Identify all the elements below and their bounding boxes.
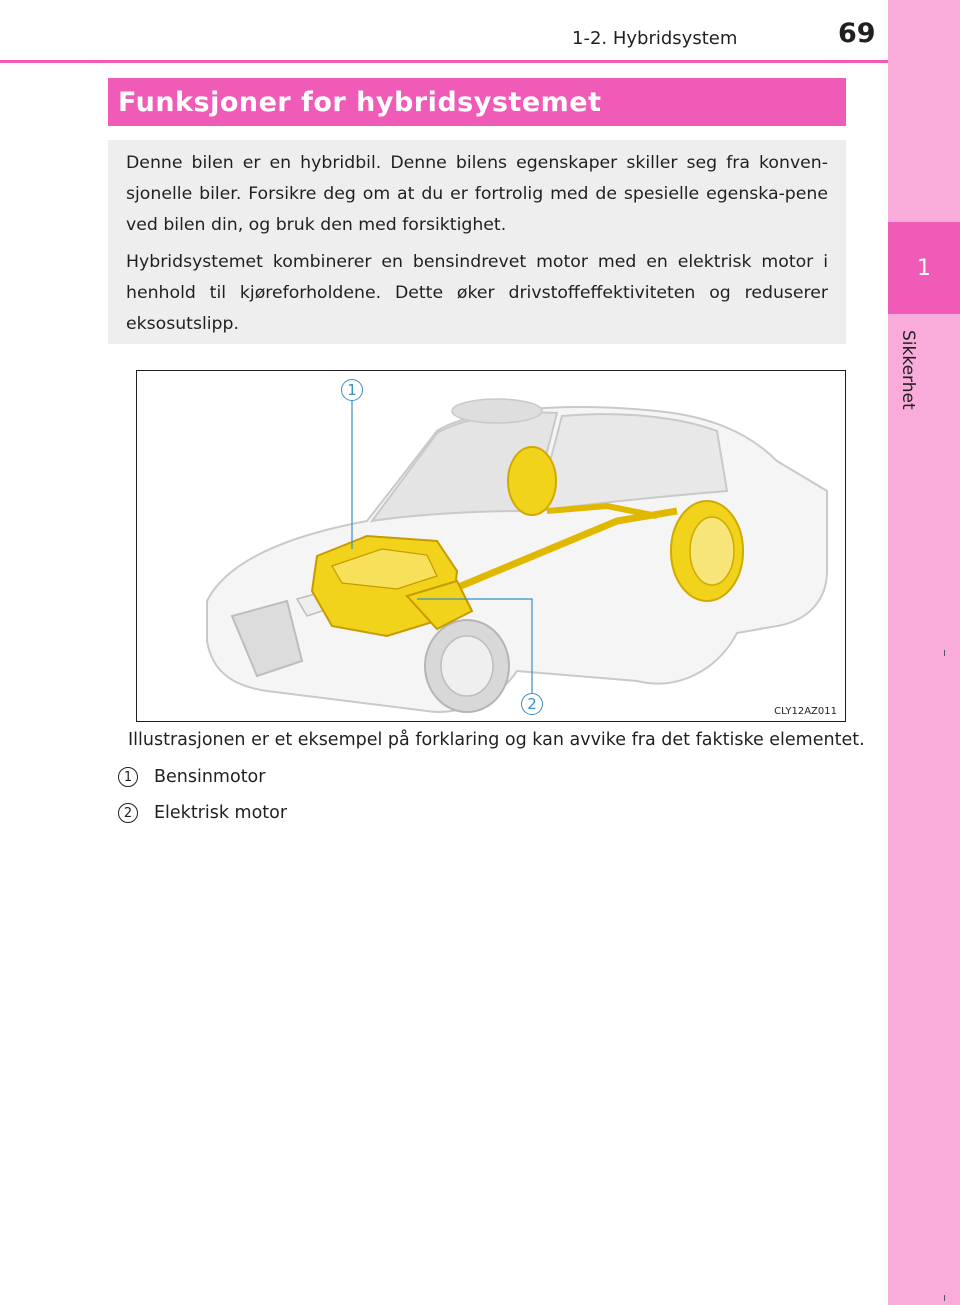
legend-item <box>118 801 287 825</box>
callout-2: 2 <box>521 693 543 715</box>
sunroof <box>452 399 542 423</box>
intro-paragraph: Hybridsystemet kombinerer en bensindrevet motor med en elektrisk motor i henhold til kjøreforholdene. Dette øker drivstoffeffektiviteten og reduserer eksosutslipp. <box>126 252 828 334</box>
legend-number: 2 <box>118 803 138 823</box>
callout-1: 1 <box>341 379 363 401</box>
section-title <box>108 78 846 126</box>
legend-label: Elektrisk motor <box>154 803 288 823</box>
page-number: 69 <box>838 18 876 49</box>
car-drawing <box>137 371 846 722</box>
figure-code: CLY12AZ011 <box>774 706 837 717</box>
margin-tick <box>944 650 945 656</box>
rear-inner-wheel <box>508 447 556 515</box>
figure-caption: Illustrasjonen er et eksempel på forklaring og kan avvike fra det faktiske elementet. <box>128 730 865 750</box>
chapter-sidebar <box>888 0 960 1305</box>
chapter-number: 1 <box>917 255 931 281</box>
legend-item <box>118 765 265 789</box>
intro-box <box>108 140 846 344</box>
margin-tick <box>944 1295 945 1301</box>
intro-paragraph: Denne bilen er en hybridbil. Denne bilens egenskaper skiller seg fra konven-sjonelle biler. Forsikre deg om at du er fortrolig med de spesielle egenska-pene ved bilen din, og bruk den med forsiktighet. <box>126 153 828 235</box>
hybrid-system-illustration <box>136 370 846 722</box>
legend-label: Bensinmotor <box>154 767 266 787</box>
legend-number: 1 <box>118 767 138 787</box>
section-reference: 1-2. Hybridsystem <box>572 28 738 49</box>
header-divider <box>0 60 888 63</box>
chapter-name: Sikkerhet <box>898 330 918 410</box>
section-title-text: Funksjoner for hybridsystemet <box>118 86 602 118</box>
chapter-tab[interactable] <box>888 222 960 314</box>
